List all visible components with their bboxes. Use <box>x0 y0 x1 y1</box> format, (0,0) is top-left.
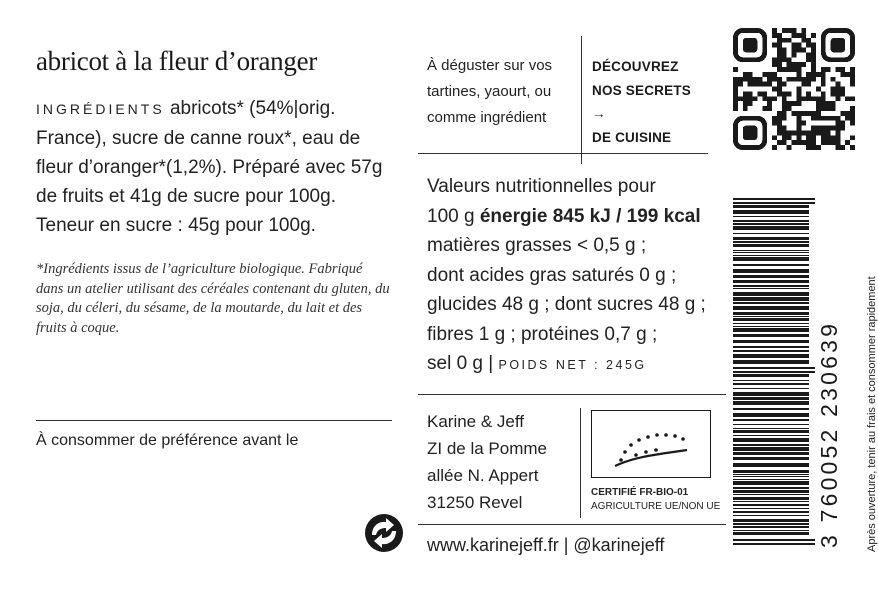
discover-line-3: DE CUISINE <box>592 129 672 145</box>
ingredients-block <box>36 94 392 240</box>
nutrition-fibre-protein: fibres 1 g ; protéines 0,7 g ; <box>427 323 658 345</box>
product-title: abricot à la fleur d’oranger <box>36 46 317 76</box>
ingredients-footnote: *Ingrédients issus de l’agriculture biologique. Fabriqué dans un atelier utilisant des céréales contenant du gluten, du soja, du céleri, du sésame, de la moutarde, du lait et des fruits à coque. <box>36 261 390 336</box>
nutrition-carbs: glucides 48 g ; dont sucres 48 g ; <box>427 294 706 315</box>
divider-tasting <box>581 36 582 164</box>
website-link[interactable]: www.karinejeff.fr | @karinejeff <box>427 535 665 555</box>
best-before-text: À consommer de préférence avant le <box>36 432 299 449</box>
ingredients-text: abricots* (54%|orig. France), sucre de canne roux*, eau de fleur d’oranger*(1,2%). Préparé avec 57g de fruits et 41g de sucre pour 100g. Teneur en sucre : 45g pour 100g. <box>36 98 383 236</box>
nutrition-block <box>427 172 727 381</box>
nutrition-energy: énergie 845 kJ / 199 kcal <box>479 205 701 227</box>
discover-line-1: DÉCOUVREZ <box>592 59 679 74</box>
certification-block <box>591 486 721 514</box>
address-block <box>427 408 577 516</box>
ingredients-label: INGRÉDIENTS <box>36 101 165 117</box>
ean13-barcode-icon <box>733 196 843 551</box>
divider-left <box>36 420 392 421</box>
address-city: 31250 Revel <box>427 493 523 512</box>
nutrition-per: 100 g <box>427 205 475 227</box>
address-company: Karine & Jeff <box>427 412 525 431</box>
address-street: allée N. Appert <box>427 466 539 485</box>
nutrition-salt: sel 0 g <box>427 353 483 374</box>
nutrition-saturated: dont acides gras saturés 0 g ; <box>427 264 677 286</box>
nutrition-separator: | <box>488 353 494 374</box>
tasting-suggestion: À déguster sur vos tartines, yaourt, ou comme ingrédient <box>427 57 553 126</box>
address-zone: ZI de la Pomme <box>427 439 547 458</box>
discover-link[interactable] <box>592 55 702 149</box>
eu-organic-leaf-icon <box>591 410 711 478</box>
nutrition-heading: Valeurs nutritionnelles pour <box>427 176 656 197</box>
divider-nutrition-top <box>418 153 708 154</box>
net-weight: POIDS NET : 245G <box>498 358 647 372</box>
discover-line-2: NOS SECRETS → <box>592 82 691 121</box>
divider-web <box>418 524 726 525</box>
certification-code: CERTIFIÉ FR-BIO-01 <box>591 487 689 498</box>
qr-code-icon[interactable] <box>733 28 855 150</box>
divider-nutrition-bottom <box>418 394 726 395</box>
storage-note: Après ouverture, tenir au frais et consommer rapidement <box>866 276 878 552</box>
barcode-digits: 3 760052 230639 <box>816 320 842 548</box>
divider-address <box>580 408 581 518</box>
green-dot-recycle-icon <box>364 513 404 553</box>
certification-origin: AGRICULTURE UE/NON UE <box>591 501 721 512</box>
nutrition-fat: matières grasses < 0,5 g ; <box>427 235 647 256</box>
